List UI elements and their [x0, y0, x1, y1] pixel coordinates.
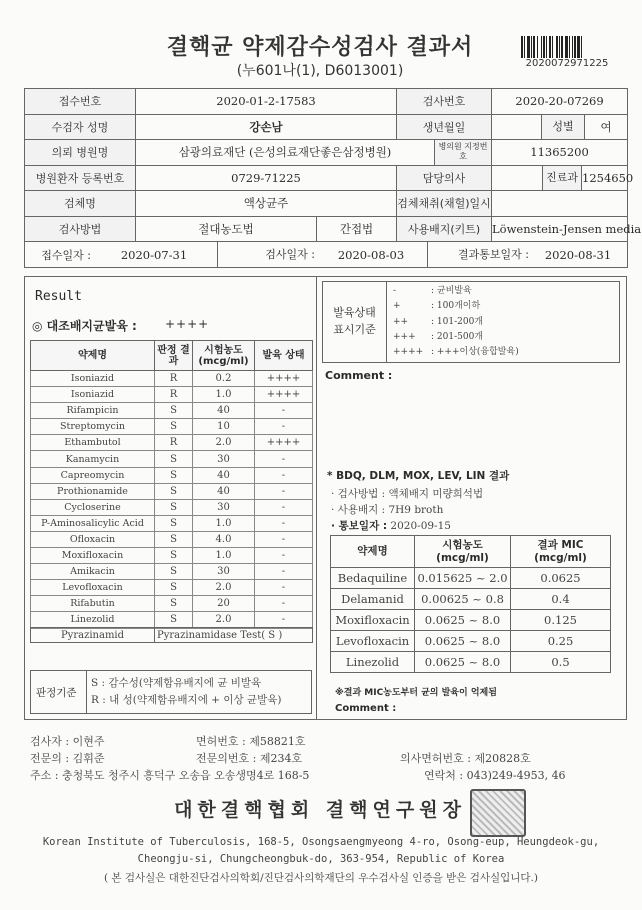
drug-growth: - — [255, 499, 313, 515]
barcode-bar — [521, 36, 523, 58]
notified-date: 2020-08-31 — [544, 247, 612, 262]
barcode-bar — [549, 36, 551, 58]
mic-result: 0.5 — [511, 652, 611, 673]
table-row — [31, 371, 313, 387]
examiner: 검사자 : 이현주 — [30, 735, 105, 748]
barcode-bar — [559, 36, 560, 58]
drug-result: S — [155, 596, 193, 612]
hospital: 삼광의료재단 (은성의료재단좋은삼정병원) — [136, 140, 435, 166]
receipt-no: 2020-01-2-17583 — [136, 89, 397, 115]
mic-table — [330, 535, 611, 673]
susceptibility-table — [30, 340, 313, 629]
drug-conc: 20 — [193, 596, 255, 612]
drug-result: S — [155, 467, 193, 483]
drug-conc: 2.0 — [193, 580, 255, 596]
drug-name: Ethambutol — [31, 435, 155, 451]
mic-medium: · 사용배지 : 7H9 broth — [331, 504, 444, 516]
doctor-license: 의사면허번호 : 제20828호 — [400, 752, 531, 765]
drug-conc: 40 — [193, 403, 255, 419]
mic-result: 0.25 — [511, 631, 611, 652]
drug-growth: - — [255, 451, 313, 467]
legend-item — [393, 330, 519, 345]
legend-desc: : +++이상(융합발육) — [431, 347, 519, 358]
institute-name: 대한결핵협회 결핵연구원장 — [174, 799, 466, 821]
drug-result: S — [155, 580, 193, 596]
table-row — [31, 403, 313, 419]
table-row — [331, 589, 611, 610]
info-row — [25, 242, 628, 268]
col-drug: 약제명 — [31, 341, 155, 371]
legend-desc: : 101-200개 — [431, 316, 483, 327]
criteria-box — [30, 670, 312, 714]
legend-desc: : 100개이하 — [431, 301, 481, 312]
drug-conc: 30 — [193, 451, 255, 467]
barcode-bar — [561, 36, 563, 58]
criteria-r: R : 내 성(약제함유배지에 + 이상 균발육) — [91, 694, 282, 706]
barcode-bar — [546, 36, 547, 58]
legend-item — [393, 315, 519, 330]
criteria-s: S : 감수성(약제함유배지에 균 비발육 — [91, 677, 262, 689]
legend-label: 발육상태 표시기준 — [333, 306, 376, 336]
mic-drug: Linezolid — [331, 652, 415, 673]
drug-growth: - — [255, 419, 313, 435]
mic-title: * BDQ, DLM, MOX, LEV, LIN 결과 — [327, 470, 510, 482]
method-alt: 간접법 — [317, 216, 397, 242]
legend-item — [393, 345, 519, 360]
reg-no-label: 병원환자 등록번호 — [25, 165, 136, 191]
table-row — [31, 387, 313, 403]
drug-growth: - — [255, 403, 313, 419]
barcode-bar — [569, 36, 570, 58]
drug-name: Capreomycin — [31, 467, 155, 483]
barcode-number: 2020072971225 — [525, 58, 609, 69]
mic-note: ※결과 MIC농도부터 균의 발육이 억제됨 — [335, 688, 497, 698]
table-row — [31, 451, 313, 467]
dept: 1254650 — [582, 170, 634, 185]
barcode-bar — [565, 36, 568, 58]
legend-desc: : 균비발육 — [431, 286, 472, 296]
mic-range: 0.0625 ~ 8.0 — [415, 610, 511, 631]
mic-range: 0.015625 ~ 2.0 — [415, 568, 511, 589]
drug-name: Isoniazid — [31, 387, 155, 403]
drug-name: Streptomycin — [31, 419, 155, 435]
method: 절대농도법 — [136, 216, 317, 242]
drug-result: R — [155, 435, 193, 451]
mic-drug: Moxifloxacin — [331, 610, 415, 631]
drug-conc: 30 — [193, 499, 255, 515]
table-row — [331, 610, 611, 631]
drug-conc: 2.0 — [193, 435, 255, 451]
legend-item — [393, 299, 519, 314]
table-row — [31, 467, 313, 483]
table-row — [31, 596, 313, 612]
pyrazinamid-name: Pyrazinamid — [31, 628, 155, 643]
barcode — [521, 36, 613, 58]
tested-label: 검사일자 : — [217, 242, 315, 267]
result-label: Result — [35, 289, 82, 304]
sex-label: 성별 — [542, 115, 585, 139]
drug-result: S — [155, 612, 193, 628]
specimen-label: 검체명 — [25, 191, 136, 217]
drug-conc: 1.0 — [193, 515, 255, 531]
drug-name: Rifabutin — [31, 596, 155, 612]
control-growth-value: ++++ — [165, 317, 210, 331]
drug-conc: 10 — [193, 419, 255, 435]
drug-result: S — [155, 515, 193, 531]
drug-name: Isoniazid — [31, 371, 155, 387]
legend-symbol: +++ — [393, 331, 416, 342]
notified-label: 결과통보일자 : — [427, 242, 529, 267]
barcode-bar — [572, 36, 573, 58]
col-conc: 시험농도 (mcg/ml) — [193, 341, 255, 371]
drug-name: Moxifloxacin — [31, 548, 155, 564]
table-row — [31, 628, 313, 643]
drug-result: S — [155, 548, 193, 564]
institute-address-en: Korean Institute of Tuberculosis, 168-5, Osongsaengmyeong 4-ro, Osong-eup, Heungdeok-gu, — [42, 836, 600, 848]
table-row — [31, 515, 313, 531]
drug-conc: 30 — [193, 564, 255, 580]
legend-symbol: ++ — [393, 316, 409, 327]
collect — [492, 191, 628, 217]
mic-date-label: · 통보일자 : — [331, 520, 388, 532]
received-date: 2020-07-31 — [120, 247, 188, 262]
table-row — [31, 483, 313, 499]
certification-note: ( 본 검사실은 대한진단검사의학회/진단검사의학재단의 우수검사실 인증을 받은 검사실입니다.) — [103, 872, 538, 884]
drug-name: P-Aminosalicylic Acid — [31, 515, 155, 531]
medium: Löwenstein-Jensen media — [492, 216, 628, 242]
table-row — [331, 568, 611, 589]
drug-result: S — [155, 564, 193, 580]
mic-col-drug: 약제명 — [331, 536, 415, 568]
phone: 연락처 : 043)249-4953, 46 — [424, 769, 566, 782]
patient-name-label: 수검자 성명 — [25, 114, 136, 140]
drug-name: Rifampicin — [31, 403, 155, 419]
mic-col-range: 시험농도 (mcg/ml) — [415, 536, 511, 568]
sex-cell — [542, 114, 628, 140]
mic-date-line — [331, 518, 451, 533]
drug-growth: - — [255, 564, 313, 580]
criteria-label: 판정기준 — [36, 687, 77, 699]
barcode-bar — [581, 36, 582, 58]
barcode-bar — [537, 36, 538, 58]
medium-label: 사용배지(키트) — [397, 216, 492, 242]
barcode-bar — [541, 36, 542, 58]
mic-comment-label: Comment : — [335, 703, 397, 714]
barcode-bar — [524, 36, 525, 58]
mic-method: · 검사방법 : 액체배지 미량희석법 — [331, 488, 484, 500]
table-row — [31, 499, 313, 515]
mic-col-result: 결과 MIC (mcg/ml) — [511, 536, 611, 568]
drug-growth: - — [255, 515, 313, 531]
legend-symbol: + — [393, 301, 401, 312]
report-code: (누601나(1), D6013001) — [236, 63, 404, 79]
legend-item — [393, 284, 519, 299]
barcode-bar — [531, 36, 532, 58]
birth-label: 생년월일 — [397, 114, 492, 140]
mic-drug: Delamanid — [331, 589, 415, 610]
table-row — [31, 564, 313, 580]
drug-name: Linezolid — [31, 612, 155, 628]
address: 주소 : 충청북도 청주시 흥덕구 오송읍 오송생명4로 168-5 — [30, 769, 310, 782]
dates-cell — [25, 242, 628, 268]
barcode-bar — [577, 36, 580, 58]
col-growth: 발육 상태 — [255, 341, 313, 371]
table-row — [31, 419, 313, 435]
official-seal-icon — [470, 789, 526, 837]
dept-label: 진료과 — [542, 166, 582, 190]
info-row — [25, 140, 628, 166]
drug-name: Cycloserine — [31, 499, 155, 515]
table-row — [31, 531, 313, 547]
drug-growth: ++++ — [255, 435, 313, 451]
table-row — [31, 580, 313, 596]
info-row — [25, 165, 628, 191]
right-section — [317, 276, 627, 720]
drug-result: S — [155, 531, 193, 547]
method-label: 검사방법 — [25, 216, 136, 242]
dept-cell — [492, 165, 634, 191]
barcode-bar — [543, 36, 545, 58]
drug-result: S — [155, 483, 193, 499]
drug-result: R — [155, 387, 193, 403]
drug-result: S — [155, 499, 193, 515]
specimen: 액상균주 — [136, 191, 397, 217]
specialist: 전문의 : 김휘준 — [30, 752, 105, 765]
receipt-no-label: 접수번호 — [25, 89, 136, 115]
drug-conc: 2.0 — [193, 612, 255, 628]
examiner-license: 면허번호 : 제58821호 — [196, 735, 306, 748]
col-result: 판정 결과 — [155, 341, 193, 371]
patient-info-table — [24, 88, 642, 268]
drug-result: S — [155, 419, 193, 435]
drug-conc: 40 — [193, 483, 255, 499]
specialist-no: 전문의번호 : 제234호 — [196, 752, 303, 765]
doctor-label: 담당의사 — [397, 165, 492, 191]
table-row — [31, 612, 313, 628]
drug-growth: - — [255, 467, 313, 483]
drug-conc: 0.2 — [193, 371, 255, 387]
mic-drug: Bedaquiline — [331, 568, 415, 589]
comment-label: Comment : — [325, 369, 393, 382]
drug-growth: - — [255, 580, 313, 596]
patient-name: 강손남 — [136, 114, 397, 140]
drug-growth: - — [255, 612, 313, 628]
barcode-bar — [556, 36, 558, 58]
info-row — [25, 216, 628, 242]
pyrazinamid-test: Pyrazinamidase Test( S ) — [155, 628, 313, 643]
table-row — [331, 631, 611, 652]
drug-growth: ++++ — [255, 371, 313, 387]
legend-symbol: - — [393, 286, 397, 296]
birth — [492, 114, 542, 140]
result-section — [24, 276, 317, 720]
mic-result: 0.4 — [511, 589, 611, 610]
info-row — [25, 191, 628, 217]
drug-conc: 1.0 — [193, 387, 255, 403]
drug-result: S — [155, 451, 193, 467]
institute-address-en-2: Cheongju-si, Chungcheongbuk-do, 363-954, Republic of Korea — [137, 853, 505, 865]
barcode-bar — [533, 36, 535, 58]
barcode-bar — [527, 36, 530, 58]
drug-growth: - — [255, 483, 313, 499]
drug-name: Kanamycin — [31, 451, 155, 467]
exam-no-label: 검사번호 — [397, 89, 492, 115]
info-row — [25, 114, 628, 140]
info-row — [25, 89, 628, 115]
drug-name: Levofloxacin — [31, 580, 155, 596]
mic-date: 2020-09-15 — [390, 520, 451, 532]
drug-growth: - — [255, 531, 313, 547]
mic-drug: Levofloxacin — [331, 631, 415, 652]
drug-conc: 40 — [193, 467, 255, 483]
drug-name: Amikacin — [31, 564, 155, 580]
exam-no: 2020-20-07269 — [492, 89, 628, 115]
legend-desc: : 201-500개 — [431, 331, 483, 342]
drug-result: S — [155, 403, 193, 419]
criteria-lines — [86, 671, 281, 713]
received-label: 접수일자 : — [41, 248, 91, 262]
table-header-row — [31, 341, 313, 371]
growth-legend — [322, 281, 620, 363]
drug-growth: - — [255, 596, 313, 612]
drug-growth: ++++ — [255, 387, 313, 403]
hospital-code: 11365200 — [492, 140, 628, 166]
drug-name: Ofloxacin — [31, 531, 155, 547]
table-row — [331, 652, 611, 673]
hospital-code-label: 병의원 지정번호 — [435, 140, 492, 166]
barcode-bar — [574, 36, 576, 58]
drug-name: Prothionamide — [31, 483, 155, 499]
mic-result: 0.125 — [511, 610, 611, 631]
legend-symbol: ++++ — [393, 347, 424, 358]
drug-conc: 1.0 — [193, 548, 255, 564]
barcode-bar — [552, 36, 553, 58]
table-header-row — [331, 536, 611, 568]
collect-label: 검체채취(채헐)일시 — [397, 191, 492, 217]
table-row — [31, 548, 313, 564]
pyrazinamid-table — [30, 627, 313, 643]
control-growth-label: ◎ 대조배지균발육 : — [32, 319, 137, 333]
mic-result: 0.0625 — [511, 568, 611, 589]
hospital-label: 의뢰 병원명 — [25, 140, 136, 166]
mic-range: 0.00625 ~ 0.8 — [415, 589, 511, 610]
reg-no: 0729-71225 — [136, 165, 397, 191]
report-title: 결핵균 약제감수성검사 결과서 — [166, 35, 474, 60]
legend-lines — [386, 282, 519, 362]
table-row — [31, 435, 313, 451]
mic-range: 0.0625 ~ 8.0 — [415, 631, 511, 652]
mic-range: 0.0625 ~ 8.0 — [415, 652, 511, 673]
tested-date: 2020-08-03 — [337, 247, 405, 262]
drug-conc: 4.0 — [193, 531, 255, 547]
sex: 여 — [600, 119, 612, 134]
drug-growth: - — [255, 548, 313, 564]
drug-result: R — [155, 371, 193, 387]
